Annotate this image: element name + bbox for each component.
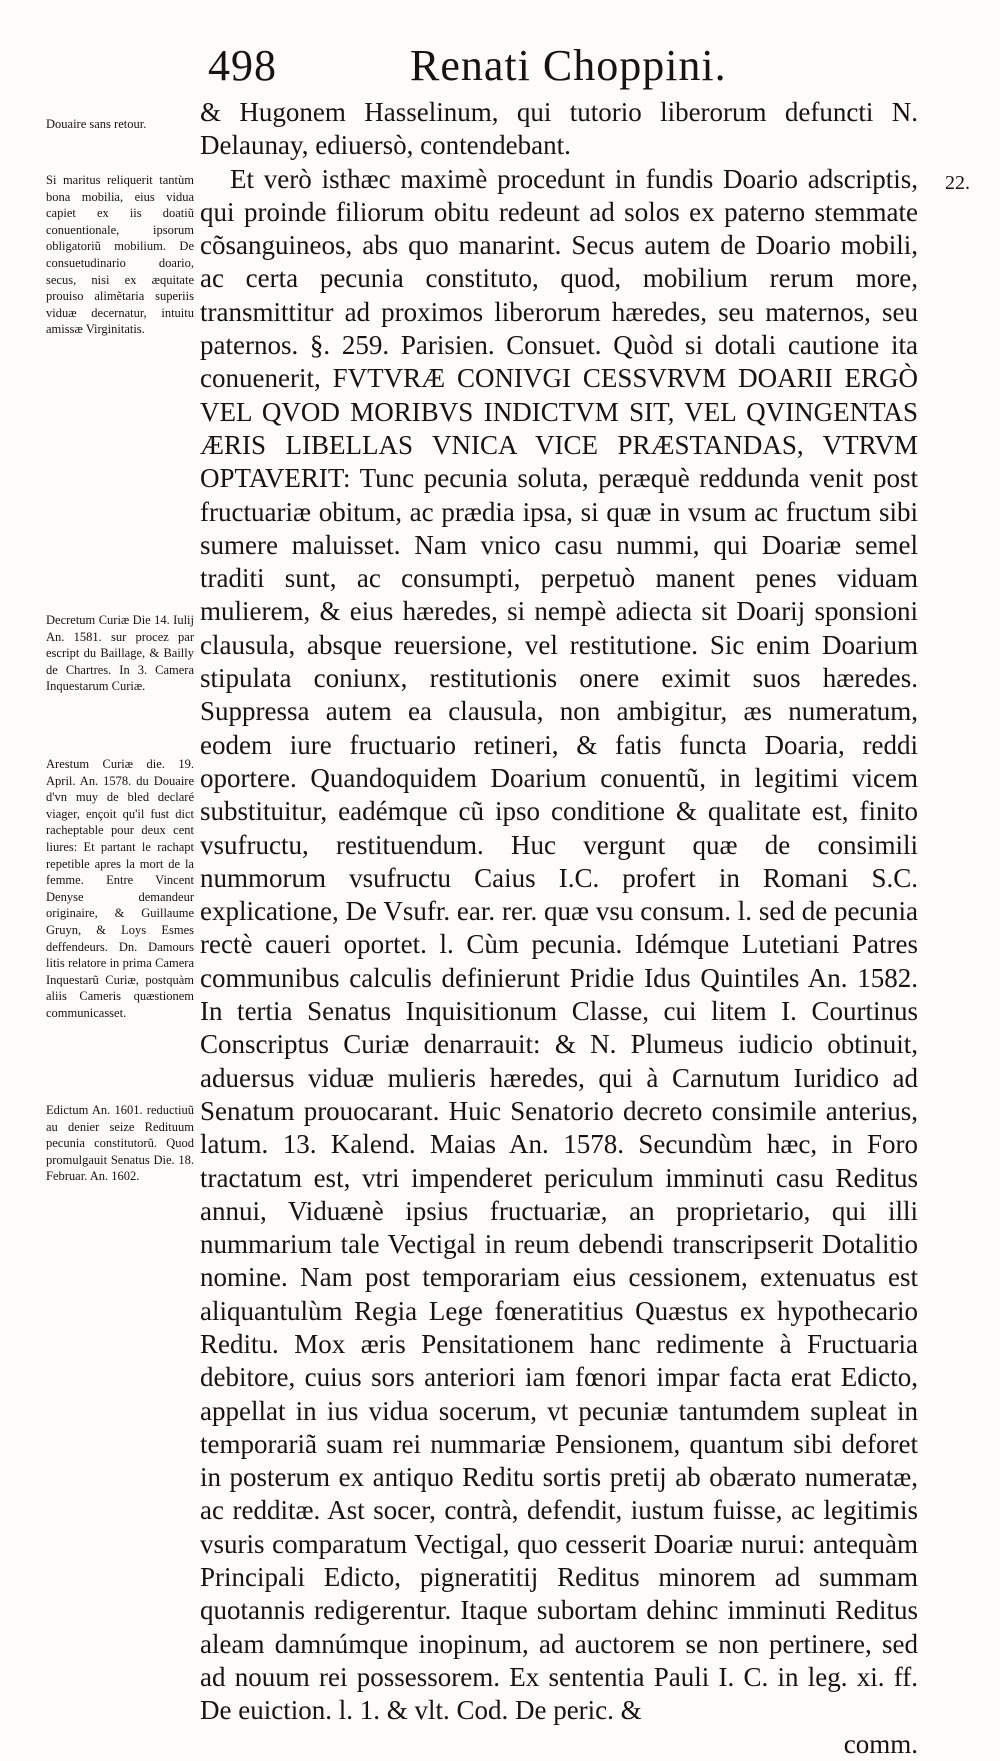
page-header xyxy=(200,40,920,100)
catchword: comm. xyxy=(843,1728,918,1759)
side-note: Edictum An. 1601. reductiuũ au denier seize Redituum pecunia constitutorũ. Quod promulgauit Senatus Die. 18. Februar. An. 1602. xyxy=(46,1103,194,1184)
main-text xyxy=(200,96,918,1761)
paragraph: & Hugonem Hasselinum, qui tutorio liberorum defuncti N. Delaunay, ediuersò, contendebant. xyxy=(200,97,918,161)
side-note: Si maritus reliquerit tantùm bona mobilia, eius vidua capiet ex iis doatiũ conuentionale, ipsorum obligatoriũ mobilium. De consuetudinario doario, secus, nisi ex æquitate prouiso alimẽtaria superiis viduæ decernatur, intuitu amissæ Virginitatis. xyxy=(46,173,194,337)
side-note: Arestum Curiæ die. 19. April. An. 1578. du Douaire d'vn muy de bled declaré viager, ençoit qu'il fust dict racheptable pour deux cent liures: Et partant le rachapt repetible apres la mort de la femme. Entre Vincent Denyse demandeur originaire, & Guillaume Gruyn, & Loys Esmes deffendeurs. Dn. Damours litis relatore in prima Camera Inquestarũ Curiæ, postquàm aliis Cameris quæstionem communicasset. xyxy=(46,757,194,1020)
paragraph: Et verò isthæc maximè procedunt in fundis Doario adscriptis, qui proinde filiorum obitu redeunt ad solos ex paterno stemmate cõsanguineos, abs quo manarint. Secus autem de Doario mobili, ac certa pecunia constituto, quod, mobilium rerum more, transmittitur ad proximos liberorum hæredes, seu maternos, seu paternos. §. 259. Parisien. Consuet. Quòd si dotali cautione ita conuenerit, FVTVRÆ CONIVGI CESSVRVM DOARII ERGÒ VEL QVOD MORIBVS INDICTVM SIT, VEL QVINGENTAS ÆRIS LIBELLAS VNICA VICE PRÆSTANDAS, VTRVM OPTAVERIT: Tunc pecunia soluta, peræquè reddunda venit post fructuariæ obitum, ac prædia ipsa, si quæ in vsum ac fructum sibi sumere maluisset. Nam vnico casu nummi, qui Doariæ semel traditi sunt, ac consumpti, perpetuò manent penes viduam mulierem, & eius hæredes, si nempè adiecta sit Doarij sponsioni clausula, absque reuersione, vel restitutione. Sic enim Doarium stipulata coniunx, restitutionis onere eximit suos hæredes. Suppressa autem ea clausula, non ambigitur, æs numeratum, eodem iure fructuario retineri, & fatis functa Doaria, reddi oportere. Quandoquidem Doarium conuentũ, in legitimi vicem substituitur, eadémque cũ ipso conditione & qualitate est, finito vsufructu, restituendum. Huc vergunt quæ de consimili nummorum vsufructu Caius I.C. profert in Romani S.C. explicatione, De Vsufr. ear. rer. quæ vsu consum. l. sed de pecunia rectè caueri oportet. l. Cùm pecunia. Idémque Lutetiani Patres communibus calculis definierunt Pridie Idus Quintiles An. 1582. In tertia Senatus Inquisitionum Classe, cui litem I. Courtinus Conscriptus Curiæ denarrauit: & N. Plumeus iudicio obtinuit, aduersus viduæ mulieris hæredes, qui à Carnutum Iuridico ad Senatum prouocarant. Huic Senatorio decreto consimile anterius, latum. 13. Kalend. Maias An. 1578. Secundùm hæc, in Foro tractatum est, vtri impenderet periculum imminuti casu Reditus annui, Viduænè ipsius fructuariæ, an proprietario, qui illi nummarium tale Vectigal in reum debendi transcripserit Dotalitio nomine. Nam post temporariam eius cessionem, extenuatus est aliquantulùm Regia Lege fœneratitius Quæstus ex hypothecario Reditu. Mox æris Pensitationem hanc redimente à Fructuaria debitore, cuius sors anteriori iam fœnori impar facta erat Edicto, appellat in ius vidua socerum, vt pecuniæ tantumdem supleat in temporariã suam rei nummariæ Pensionem, quantum sibi deforet in posterum ex antiquo Reditu sortis pretij ab obærato numeratæ, ac redditæ. Ast socer, contrà, defendit, iustum fuisse, ac legitimis vsuris comparatum Vectigal, quo cesserit Doariæ nurui: antequàm Principali Edicto, pigneratitij Reditus minorem ad summam quotannis redigerentur. Itaque subortam dehinc imminuti Reditus aleam damnúmque inopinum, ad auctorem se non pertinere, sed ad nouum rei possessorem. Ex sententia Pauli I. C. in leg. xi. ff. De euiction. l. 1. & vlt. Cod. De peric. & xyxy=(200,163,918,1726)
page-number: 498 xyxy=(208,41,277,90)
side-note: Decretum Curiæ Die 14. Iulij An. 1581. sur procez par escript du Baillage, & Bailly de Chartres. In 3. Camera Inquestarum Curiæ. xyxy=(46,613,194,694)
side-note: Douaire sans retour. xyxy=(46,117,147,131)
running-title: Renati Choppini. xyxy=(410,41,727,90)
margin-number: 22. xyxy=(945,172,970,194)
